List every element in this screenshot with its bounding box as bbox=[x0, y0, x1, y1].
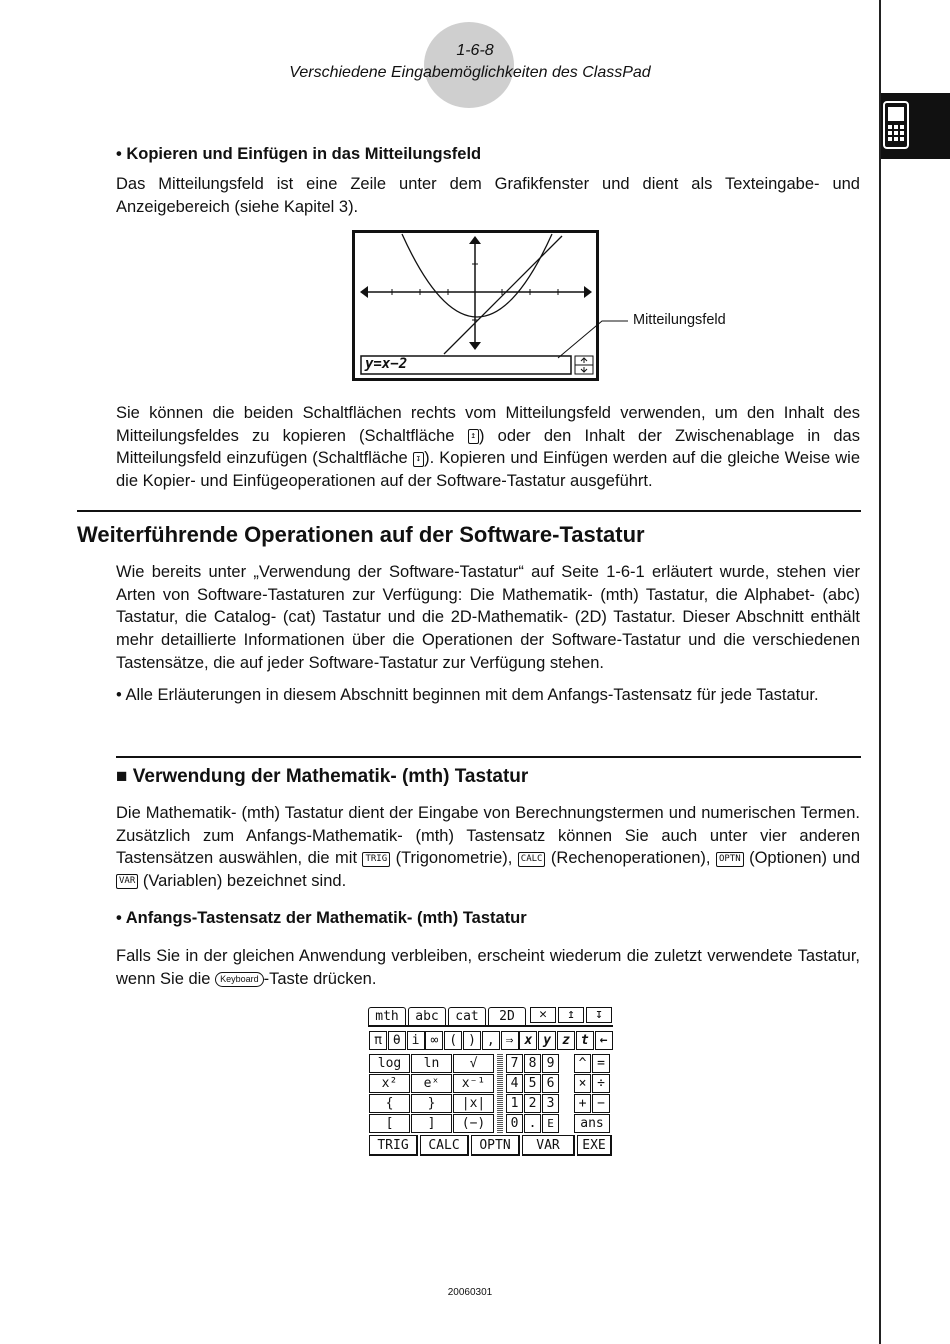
key-decimal[interactable]: . bbox=[524, 1114, 541, 1133]
key-pi[interactable]: π bbox=[369, 1031, 387, 1050]
page-number: 1-6-8 bbox=[456, 42, 494, 59]
key-abs[interactable]: |x| bbox=[453, 1094, 494, 1113]
key-multiply[interactable]: × bbox=[574, 1074, 591, 1093]
key-calc[interactable]: CALC bbox=[420, 1135, 469, 1156]
key-trig[interactable]: TRIG bbox=[369, 1135, 418, 1156]
key-z[interactable]: z bbox=[557, 1031, 575, 1050]
para-text: (Optionen) und bbox=[743, 849, 860, 868]
para-text: -Taste drücken. bbox=[263, 969, 377, 988]
key-exponent[interactable]: E bbox=[542, 1114, 559, 1133]
trig-key-icon: TRIG bbox=[362, 852, 390, 867]
key-open-paren[interactable]: ( bbox=[444, 1031, 462, 1050]
key-0[interactable]: 0 bbox=[506, 1114, 523, 1133]
key-1[interactable]: 1 bbox=[506, 1094, 523, 1113]
keyboard-paragraph bbox=[116, 945, 860, 990]
mth-paragraph bbox=[116, 802, 860, 893]
key-5[interactable]: 5 bbox=[524, 1074, 541, 1093]
keyboard-separator bbox=[497, 1054, 503, 1133]
key-3[interactable]: 3 bbox=[542, 1094, 559, 1113]
key-optn[interactable]: OPTN bbox=[471, 1135, 520, 1156]
key-backspace[interactable]: ← bbox=[595, 1031, 613, 1050]
key-sqrt[interactable]: √ bbox=[453, 1054, 494, 1073]
footer-code: 20060301 bbox=[447, 1287, 493, 1298]
para-text: Sie können die beiden Schaltflächen rechts vom Mitteilungsfeld verwenden, um den Inhalt des Mitteilungsfeldes zu kopieren (Schaltfläche bbox=[116, 404, 860, 445]
key-close-brace[interactable]: } bbox=[411, 1094, 452, 1113]
graph-screen bbox=[352, 230, 742, 382]
key-close-bracket[interactable]: ] bbox=[411, 1114, 452, 1133]
optn-key-icon: OPTN bbox=[716, 852, 744, 867]
message-field-text: y=x−2 bbox=[365, 356, 408, 372]
key-close-paren[interactable]: ) bbox=[463, 1031, 481, 1050]
key-negative[interactable]: (−) bbox=[453, 1114, 494, 1133]
keyboard-tab-mth[interactable]: mth bbox=[368, 1007, 406, 1025]
keyboard-paste-icon[interactable]: ↧ bbox=[586, 1007, 612, 1023]
key-minus[interactable]: − bbox=[592, 1094, 610, 1113]
section-heading-advanced: Weiterführende Operationen auf der Software-Tastatur bbox=[77, 522, 645, 547]
section2-bullet: • Alle Erläuterungen in diesem Abschnitt beginnen mit dem Anfangs-Tastensatz für jede Tastatur. bbox=[116, 686, 819, 704]
subsection-rule bbox=[116, 756, 861, 758]
para-text: Falls Sie in der gleichen Anwendung verbleiben, erscheint wiederum die zuletzt verwendete Tastatur, wenn Sie die bbox=[116, 947, 860, 988]
graph-figure bbox=[352, 230, 742, 382]
key-imaginary[interactable]: i bbox=[407, 1031, 425, 1050]
key-var[interactable]: VAR bbox=[522, 1135, 575, 1156]
page-margin-rule bbox=[879, 0, 881, 1344]
subsection-heading-mth: ■ Verwendung der Mathematik- (mth) Tastatur bbox=[116, 766, 529, 787]
keyboard-close-icon[interactable]: ✕ bbox=[530, 1007, 556, 1023]
software-keyboard bbox=[368, 1005, 613, 1157]
key-x-inverse[interactable]: x⁻¹ bbox=[453, 1074, 494, 1093]
key-equals[interactable]: = bbox=[592, 1054, 610, 1073]
chapter-tab bbox=[881, 93, 950, 159]
key-y[interactable]: y bbox=[538, 1031, 556, 1050]
key-7[interactable]: 7 bbox=[506, 1054, 523, 1073]
keyboard-tab-2d[interactable]: 2D bbox=[488, 1007, 526, 1025]
key-power[interactable]: ^ bbox=[574, 1054, 591, 1073]
key-open-brace[interactable]: { bbox=[369, 1094, 410, 1113]
keyboard-tab-line bbox=[368, 1025, 613, 1027]
key-open-bracket[interactable]: [ bbox=[369, 1114, 410, 1133]
copy-button-icon: ↥ bbox=[468, 429, 479, 444]
key-8[interactable]: 8 bbox=[524, 1054, 541, 1073]
key-comma[interactable]: , bbox=[482, 1031, 500, 1050]
section2-paragraph: Wie bereits unter „Verwendung der Software-Tastatur“ auf Seite 1-6-1 erläutert wurde, stehen vier Arten von Software-Tastaturen zur Verfügung: Die Mathematik- (mth) Tastatur, die Alphabet- (abc) Tastatur, die Catalog- (cat) Tastatur und die 2D-Mathematik- (2D) Tastatur. Dieser Abschnitt enthält mehr detaillierte Informationen über die Operationen der Software-Tastatur und die verschiedenen Tastensätze, die auf jeder Software-Tastatur zur Verfügung stehen. bbox=[116, 563, 860, 672]
key-t[interactable]: t bbox=[576, 1031, 594, 1050]
para-text: ) oder den Inhalt der Zwischenablage in das Mitteilungsfeld einzufügen (Schaltfläche bbox=[116, 426, 860, 468]
key-exe[interactable]: EXE bbox=[577, 1135, 612, 1156]
section-paragraph: Das Mitteilungsfeld ist eine Zeile unter dem Grafikfenster und dient als Texteingabe- und Anzeigebereich (siehe Kapitel 3). bbox=[116, 175, 860, 216]
para-text: (Rechenoperationen), bbox=[545, 849, 716, 868]
copy-paste-paragraph bbox=[116, 402, 860, 493]
key-6[interactable]: 6 bbox=[542, 1074, 559, 1093]
key-log[interactable]: log bbox=[369, 1054, 410, 1073]
var-key-icon: VAR bbox=[116, 874, 138, 889]
key-ans[interactable]: ans bbox=[574, 1114, 610, 1133]
para-text: (Trigonometrie), bbox=[390, 849, 518, 868]
key-ln[interactable]: ln bbox=[411, 1054, 452, 1073]
calculator-icon bbox=[881, 93, 950, 159]
subheading-initial-keyset: • Anfangs-Tastensatz der Mathematik- (mth) Tastatur bbox=[116, 909, 527, 927]
key-4[interactable]: 4 bbox=[506, 1074, 523, 1093]
key-9[interactable]: 9 bbox=[542, 1054, 559, 1073]
key-x[interactable]: x bbox=[519, 1031, 537, 1050]
keyboard-tab-cat[interactable]: cat bbox=[448, 1007, 486, 1025]
key-e-power[interactable]: eˣ bbox=[411, 1074, 452, 1093]
key-implies[interactable]: ⇒ bbox=[501, 1031, 519, 1050]
callout-label: Mitteilungsfeld bbox=[633, 312, 726, 328]
para-text: (Variablen) bezeichnet sind. bbox=[138, 872, 347, 891]
key-x-squared[interactable]: x² bbox=[369, 1074, 410, 1093]
key-2[interactable]: 2 bbox=[524, 1094, 541, 1113]
keyboard-tab-abc[interactable]: abc bbox=[408, 1007, 446, 1025]
key-infinity[interactable]: ∞ bbox=[425, 1031, 443, 1050]
keyboard-key-icon: Keyboard bbox=[215, 972, 264, 987]
key-theta[interactable]: θ bbox=[388, 1031, 406, 1050]
para-text: ). Kopieren und Einfügen werden auf die gleiche Weise wie die Kopier- und Einfügeoperationen auf der Software-Tastatur ausgeführt. bbox=[116, 449, 861, 491]
page-title: Verschiedene Eingabemöglichkeiten des ClassPad bbox=[289, 64, 651, 81]
key-plus[interactable]: + bbox=[574, 1094, 591, 1113]
keyboard-copy-icon[interactable]: ↥ bbox=[558, 1007, 584, 1023]
section-rule bbox=[77, 510, 861, 512]
para-text: Die Mathematik- (mth) Tastatur dient der Eingabe von Berechnungstermen und numerischen Termen. Zusätzlich zum Anfangs-Mathematik- (mth) Tastensatz können Sie auch unter vier anderen Tastensätzen auswählen, die mit bbox=[116, 804, 860, 868]
key-divide[interactable]: ÷ bbox=[592, 1074, 610, 1093]
section-heading-copy-paste: • Kopieren und Einfügen in das Mitteilungsfeld bbox=[116, 145, 482, 163]
paste-button-icon: ↧ bbox=[413, 452, 424, 467]
calc-key-icon: CALC bbox=[518, 852, 546, 867]
